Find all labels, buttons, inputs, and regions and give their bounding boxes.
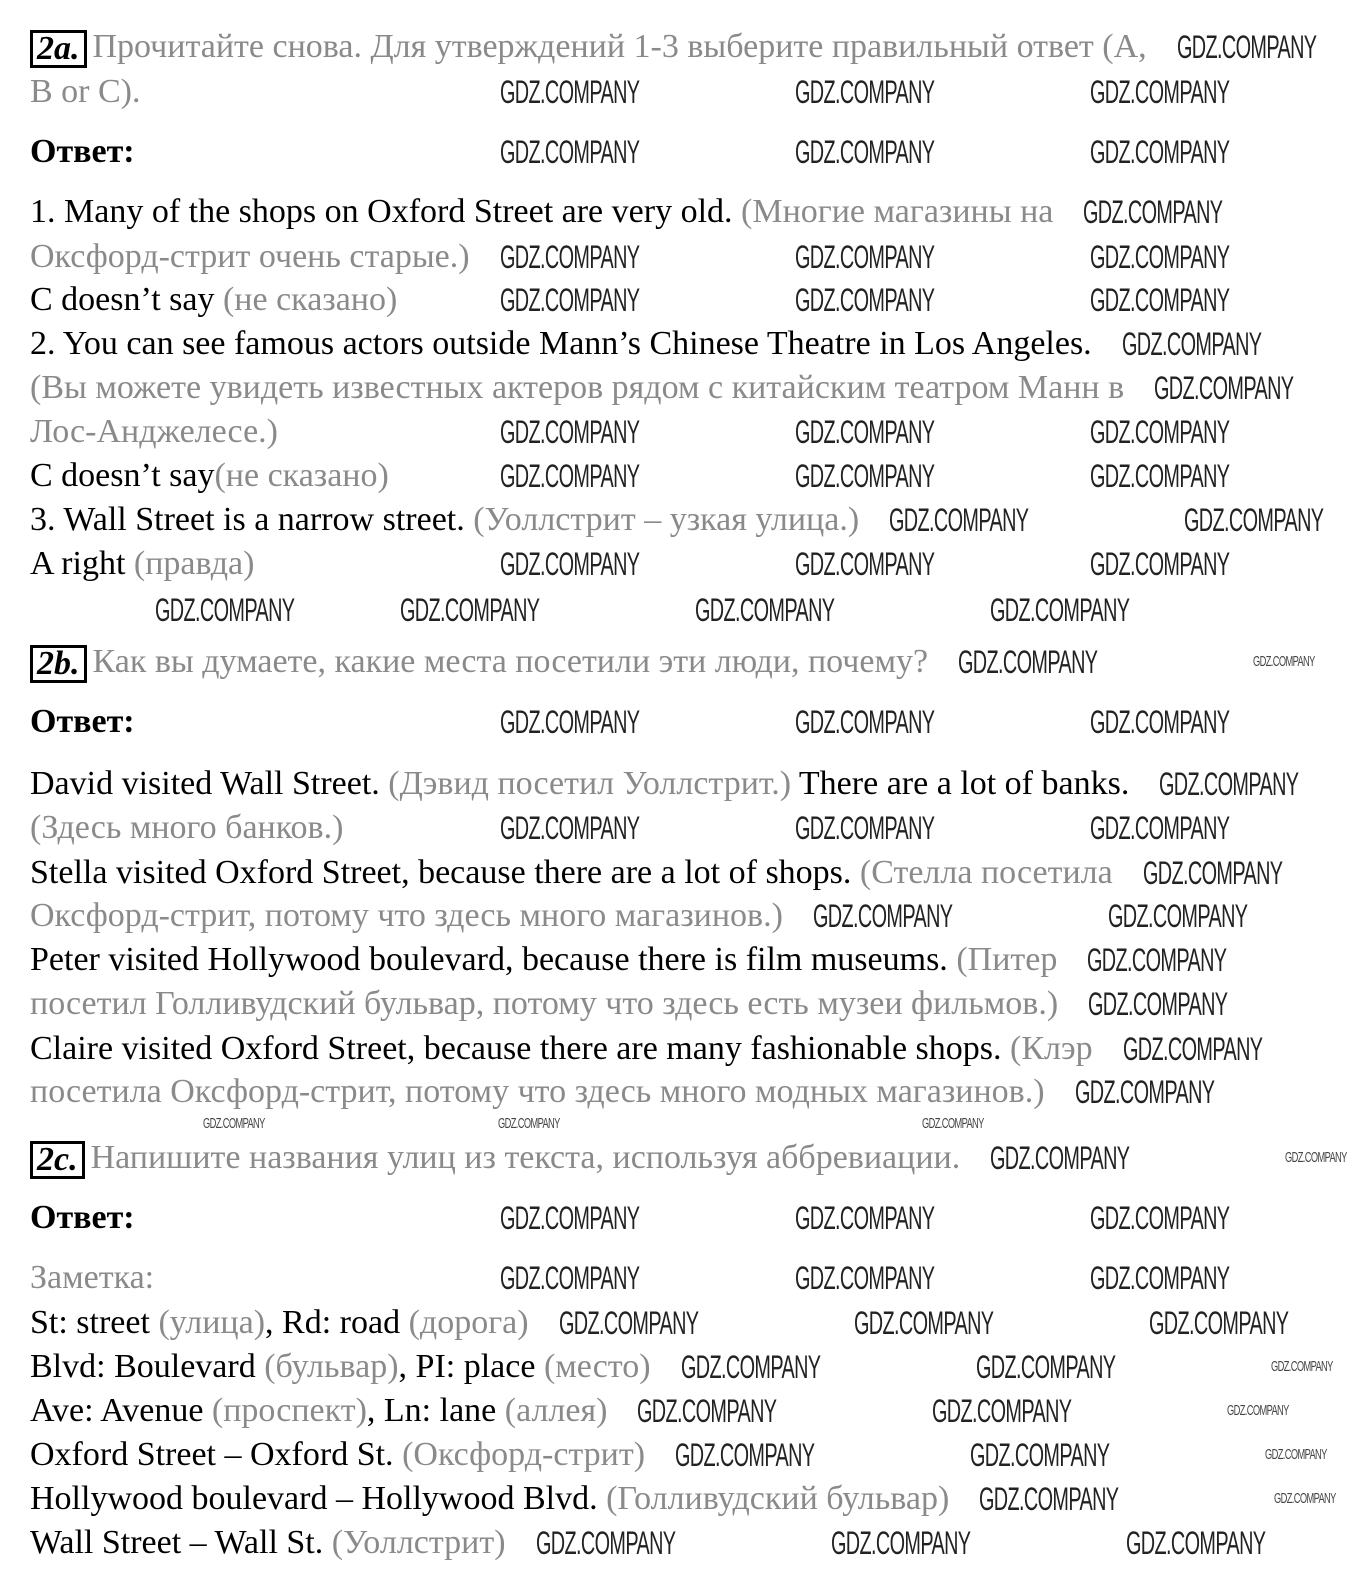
translation-text: Оксфорд-стрит очень старые.) [30, 238, 470, 275]
translation-text: (место) [543, 1348, 651, 1385]
watermark: GDZ.COMPANY [500, 810, 640, 846]
watermark: GDZ.COMPANY [500, 74, 640, 110]
answer-line [30, 762, 1129, 806]
answer-line [30, 542, 254, 586]
watermark: GDZ.COMPANY [795, 239, 935, 275]
task-instruction-text: Прочитайте снова. Для утверждений 1-3 выберите правильный ответ (А, [92, 28, 1147, 65]
translation-text: (Клэр [1010, 1030, 1093, 1067]
watermark: GDZ.COMPANY [1090, 810, 1230, 846]
answer-line [30, 410, 278, 454]
watermark: GDZ.COMPANY [500, 239, 640, 275]
answer-label: Ответ: [30, 1199, 135, 1236]
task-number-badge: 2b. [30, 645, 87, 683]
answer-line [30, 190, 1053, 234]
answer-text: 3. Wall Street is a narrow street. [30, 501, 474, 538]
watermark: GDZ.COMPANY [1087, 942, 1227, 978]
answer-text: C doesn’t say [30, 457, 215, 494]
answer-line [30, 454, 389, 498]
answer-text: Stella visited Oxford Street, because there are a lot of shops. [30, 854, 860, 891]
watermark: GDZ.COMPANY [558, 1305, 698, 1341]
translation-text: (Голливудский бульвар) [606, 1480, 950, 1517]
watermark: GDZ.COMPANY [1122, 1031, 1262, 1067]
watermark: GDZ.COMPANY [500, 1260, 640, 1296]
task-instruction-line [30, 25, 1147, 69]
watermark: GDZ.COMPANY [1107, 898, 1248, 934]
task-instruction-line [30, 70, 141, 114]
watermark: GDZ.COMPANY [1270, 1358, 1333, 1375]
answer-text: , Rd: road [265, 1304, 409, 1341]
watermark: GDZ.COMPANY [1090, 74, 1230, 110]
watermark: GDZ.COMPANY [500, 414, 640, 450]
answer-line [30, 1389, 607, 1433]
task-instruction-text: Напишите названия улиц из текста, используя аббревиации. [90, 1139, 961, 1176]
watermark: GDZ.COMPANY [498, 1115, 560, 1132]
watermark: GDZ.COMPANY [637, 1393, 777, 1429]
answer-text: Hollywood boulevard – Hollywood Blvd. [30, 1480, 607, 1517]
translation-text: посетил Голливудский бульвар, потому что здесь есть музеи фильмов.) [30, 985, 1059, 1022]
watermark: GDZ.COMPANY [795, 282, 935, 318]
answer-text: David visited Wall Street. [30, 765, 389, 802]
watermark: GDZ.COMPANY [1227, 1402, 1290, 1419]
watermark: GDZ.COMPANY [795, 414, 935, 450]
answer-text: 2. You can see famous actors outside Mann’s Chinese Theatre in Los Angeles. [30, 325, 1092, 362]
answer-text: Peter visited Hollywood boulevard, because there is film museums. [30, 941, 957, 978]
watermark: GDZ.COMPANY [795, 134, 935, 170]
watermark: GDZ.COMPANY [675, 1437, 815, 1473]
translation-text: посетила Оксфорд-стрит, потому что здесь много модных магазинов.) [30, 1073, 1045, 1110]
watermark: GDZ.COMPANY [795, 704, 935, 740]
answer-text: C doesn’t say [30, 281, 223, 318]
watermark: GDZ.COMPANY [500, 1200, 640, 1236]
answer-text: Wall Street – Wall St. [30, 1524, 332, 1561]
watermark: GDZ.COMPANY [975, 1349, 1115, 1385]
answer-line [30, 982, 1058, 1026]
watermark: GDZ.COMPANY [1088, 986, 1228, 1022]
answer-label: Ответ: [30, 703, 135, 740]
answer-text: 1. Many of the shops on Oxford Street are very old. [30, 193, 742, 230]
watermark: GDZ.COMPANY [1090, 239, 1230, 275]
watermark: GDZ.COMPANY [1090, 458, 1230, 494]
watermark: GDZ.COMPANY [932, 1393, 1072, 1429]
watermark: GDZ.COMPANY [922, 1115, 984, 1132]
answer-line [30, 278, 397, 322]
answer-label: Ответ: [30, 133, 135, 170]
answer-line [30, 806, 343, 850]
watermark: GDZ.COMPANY [795, 1200, 935, 1236]
translation-text: Заметка: [30, 1259, 155, 1296]
watermark: GDZ.COMPANY [1074, 1074, 1214, 1110]
watermark: GDZ.COMPANY [155, 592, 295, 628]
translation-text: (дорога) [408, 1304, 529, 1341]
task-instruction-text: Как вы думаете, какие места посетили эти люди, почему? [92, 643, 929, 680]
watermark: GDZ.COMPANY [1154, 370, 1294, 406]
watermark: GDZ.COMPANY [400, 592, 540, 628]
watermark: GDZ.COMPANY [203, 1115, 265, 1132]
watermark: GDZ.COMPANY [990, 1140, 1130, 1176]
translation-text: (Стелла посетила [859, 854, 1113, 891]
answer-line [30, 894, 783, 938]
answer-line [30, 938, 1057, 982]
answer-line [30, 1477, 949, 1521]
answer-text: , PI: place [398, 1348, 544, 1385]
watermark: GDZ.COMPANY [795, 810, 935, 846]
watermark: GDZ.COMPANY [795, 74, 935, 110]
task-number-badge: 2a. [30, 30, 87, 68]
watermark: GDZ.COMPANY [853, 1305, 993, 1341]
watermark: GDZ.COMPANY [1083, 194, 1223, 230]
translation-text: (правда) [133, 545, 255, 582]
answer-line [30, 1070, 1045, 1114]
watermark: GDZ.COMPANY [1125, 1525, 1265, 1561]
task-instruction-line [30, 1136, 960, 1180]
watermark: GDZ.COMPANY [979, 1481, 1119, 1517]
watermark: GDZ.COMPANY [1090, 282, 1230, 318]
translation-text: (Здесь много банков.) [30, 809, 344, 846]
watermark: GDZ.COMPANY [500, 704, 640, 740]
translation-text: Оксфорд-стрит, потому что здесь много магазинов.) [30, 897, 783, 934]
translation-text: (улица) [158, 1304, 266, 1341]
translation-text: Лос-Анджелесе.) [30, 413, 278, 450]
watermark: GDZ.COMPANY [500, 458, 640, 494]
answer-line [30, 1027, 1093, 1071]
answer-line [30, 498, 859, 542]
translation-text: (Питер [956, 941, 1058, 978]
translation-text: (не сказано) [214, 457, 389, 494]
watermark: GDZ.COMPANY [1142, 855, 1283, 891]
answer-text: Ave: Avenue [30, 1392, 212, 1429]
translation-text: (Уоллстрит) [331, 1524, 506, 1561]
answer-text: , Ln: lane [366, 1392, 505, 1429]
watermark: GDZ.COMPANY [1148, 1305, 1288, 1341]
answer-line [30, 1521, 506, 1565]
watermark: GDZ.COMPANY [990, 592, 1130, 628]
answer-text: Blvd: Boulevard [30, 1348, 265, 1385]
watermark: GDZ.COMPANY [1285, 1149, 1347, 1166]
answer-line [30, 1301, 529, 1345]
watermark: GDZ.COMPANY [795, 1260, 935, 1296]
watermark: GDZ.COMPANY [500, 282, 640, 318]
translation-text: (Вы можете увидеть известных актеров рядом с китайским театром Манн в [30, 369, 1125, 406]
translation-text: (аллея) [504, 1392, 608, 1429]
watermark: GDZ.COMPANY [1090, 1200, 1230, 1236]
answer-text: Claire visited Oxford Street, because there are many fashionable shops. [30, 1030, 1011, 1067]
watermark: GDZ.COMPANY [680, 1349, 820, 1385]
task-number-badge: 2c. [30, 1141, 85, 1179]
watermark: GDZ.COMPANY [500, 134, 640, 170]
watermark: GDZ.COMPANY [1121, 326, 1262, 362]
task-instruction-text: B or C). [30, 73, 141, 110]
answer-line [30, 322, 1092, 366]
translation-text: (Оксфорд-стрит) [402, 1436, 646, 1473]
task-instruction-line [30, 640, 928, 684]
watermark: GDZ.COMPANY [830, 1525, 970, 1561]
watermark: GDZ.COMPANY [1090, 704, 1230, 740]
watermark: GDZ.COMPANY [1159, 766, 1299, 802]
watermark: GDZ.COMPANY [1090, 1260, 1230, 1296]
answer-text: Oxford Street – Oxford St. [30, 1436, 403, 1473]
watermark: GDZ.COMPANY [695, 592, 835, 628]
translation-text: (проспект) [211, 1392, 367, 1429]
watermark: GDZ.COMPANY [970, 1437, 1110, 1473]
translation-text: (Дэвид посетил Уоллстрит.) [388, 765, 792, 802]
watermark: GDZ.COMPANY [1184, 502, 1324, 538]
watermark: GDZ.COMPANY [1176, 29, 1317, 65]
watermark: GDZ.COMPANY [958, 644, 1098, 680]
answer-line [30, 851, 1113, 895]
answer-line [30, 1345, 651, 1389]
answer-line [30, 366, 1124, 410]
watermark: GDZ.COMPANY [1253, 653, 1315, 670]
watermark: GDZ.COMPANY [795, 458, 935, 494]
watermark: GDZ.COMPANY [889, 502, 1029, 538]
answer-text: St: street [30, 1304, 159, 1341]
answer-line [30, 1256, 154, 1300]
watermark: GDZ.COMPANY [1265, 1446, 1327, 1463]
watermark: GDZ.COMPANY [1090, 546, 1230, 582]
watermark: GDZ.COMPANY [795, 546, 935, 582]
translation-text: (Уоллстрит – узкая улица.) [473, 501, 860, 538]
watermark: GDZ.COMPANY [500, 546, 640, 582]
watermark: GDZ.COMPANY [1090, 414, 1230, 450]
translation-text: (бульвар) [264, 1348, 399, 1385]
translation-text: (Многие магазины на [741, 193, 1054, 230]
answer-text: A right [30, 545, 134, 582]
watermark: GDZ.COMPANY [1090, 134, 1230, 170]
translation-text: (не сказано) [222, 281, 398, 318]
watermark: GDZ.COMPANY [1274, 1490, 1337, 1507]
answer-line [30, 235, 470, 279]
watermark: GDZ.COMPANY [812, 898, 953, 934]
answer-line [30, 1433, 645, 1477]
answer-text: There are a lot of banks. [791, 765, 1130, 802]
watermark: GDZ.COMPANY [535, 1525, 675, 1561]
